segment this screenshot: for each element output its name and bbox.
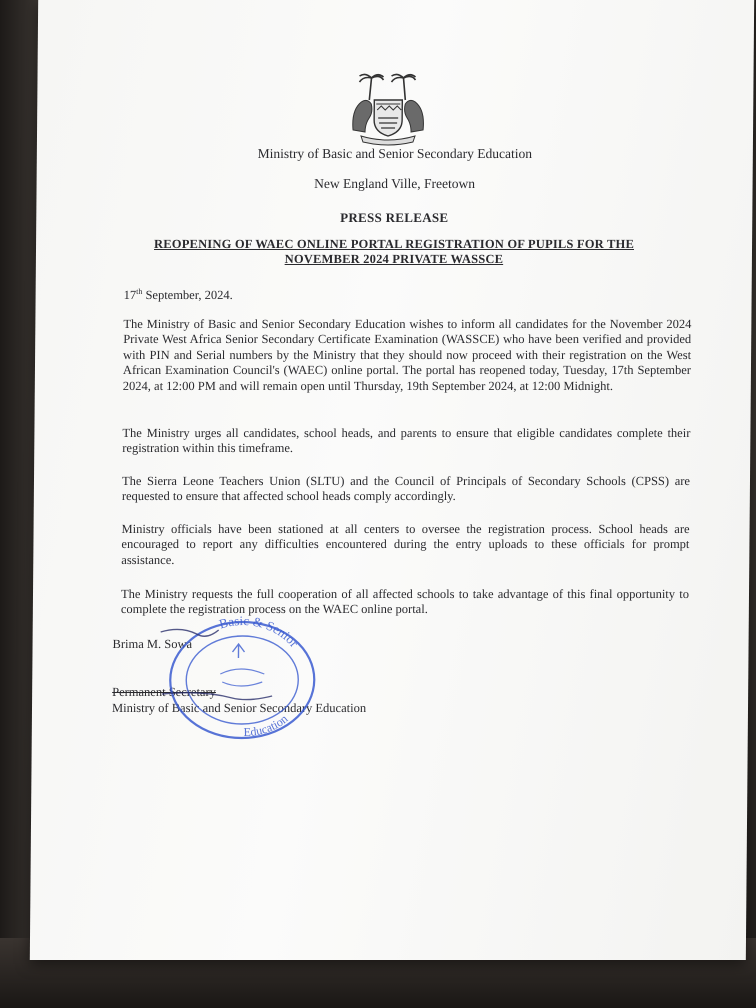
coat-of-arms-icon	[347, 70, 430, 146]
document-page	[30, 0, 754, 960]
ministry-address: New England Ville, Freetown	[314, 176, 476, 191]
svg-text:Education	[243, 712, 290, 739]
date-day: 17	[123, 288, 137, 303]
date-suffix: th	[136, 287, 143, 296]
stamp-bottom-text: Education	[243, 711, 291, 740]
press-release-label: PRESS RELEASE	[340, 210, 449, 225]
date-rest: September, 2024.	[142, 288, 233, 303]
release-date	[124, 287, 233, 303]
paragraph-officials: Ministry officials have been stationed at all centers to oversee the registration process. School heads are encouraged to report any difficulties encountered during the entry uploads to these officials for prompt assistance.	[121, 522, 690, 567]
paragraph-unions: The Sierra Leone Teachers Union (SLTU) and the Council of Principals of Secondary Schools (CPSS) are requested to ensure that affected school heads comply accordingly.	[121, 474, 691, 504]
release-title	[36, 237, 752, 267]
ministry-name: Ministry of Basic and Senior Secondary Education	[257, 146, 533, 161]
svg-text:Basic & Senior	[217, 613, 302, 650]
signatory-name: Brima M. Sowa	[112, 637, 193, 651]
paragraph-urge: The Ministry urges all candidates, school heads, and parents to ensure that eligible candidates complete their registration within this timeframe.	[122, 426, 691, 456]
stamp-top-text: Basic & Senior	[217, 613, 302, 651]
signatory-ministry: Ministry of Basic and Senior Secondary Education	[111, 701, 367, 715]
release-title-line-2: NOVEMBER 2024 PRIVATE WASSCE	[284, 252, 504, 266]
official-stamp-icon	[152, 612, 323, 742]
release-title-line-1: REOPENING OF WAEC ONLINE PORTAL REGISTRATION OF PUPILS FOR THE	[153, 237, 635, 251]
signatory-title: Permanent Secretary	[112, 685, 216, 699]
paragraph-cooperation: The Ministry requests the full cooperation of all affected schools to take advantage of this final opportunity to complete the registration process on the WAEC online portal.	[120, 587, 690, 617]
paragraph-announcement: The Ministry of Basic and Senior Secondary Education wishes to inform all candidates for the November 2024 Private West Africa Senior Secondary Certificate Examination (WASSCE) who have been verified and provided with PIN and Serial numbers by the Ministry that they should now proceed with their registration on the West African Examination Council's (WAEC) online portal. The portal has reopened today, Tuesday, 17th September 2024, at 12:00 PM and will remain open until Thursday, 19th September 2024, at 12:00 Midnight.	[122, 317, 692, 393]
